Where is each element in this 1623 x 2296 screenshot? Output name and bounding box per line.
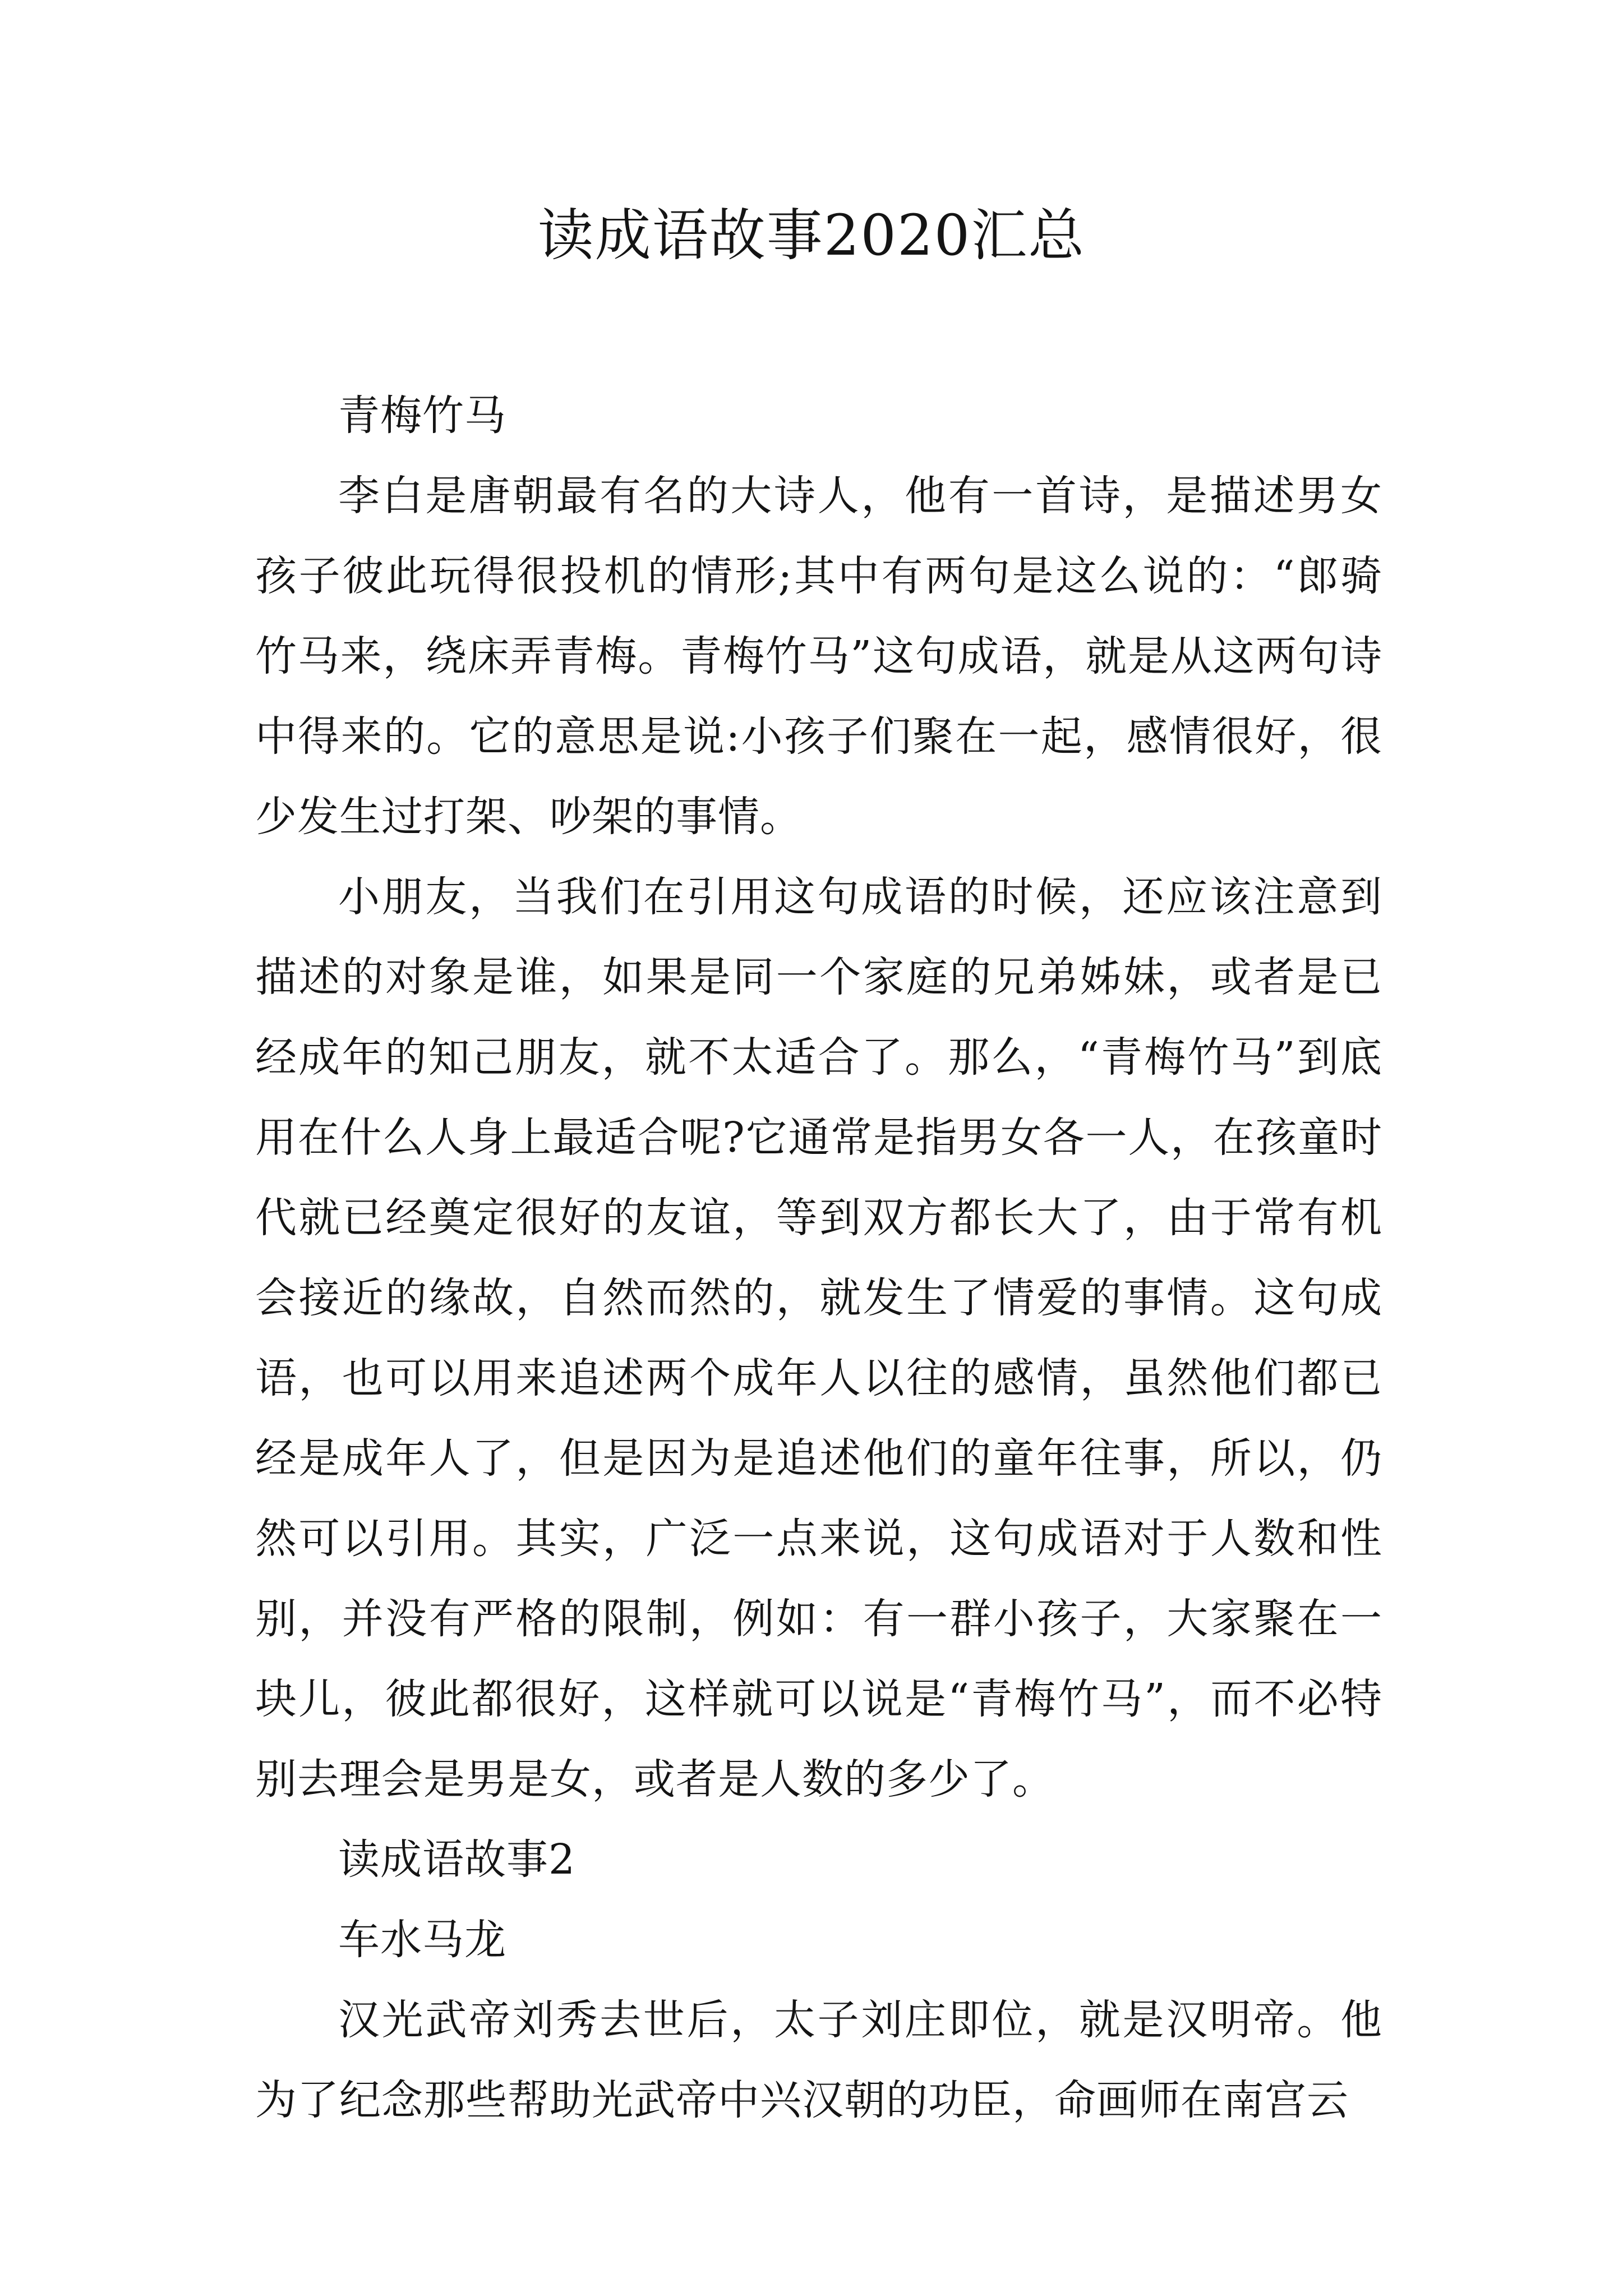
paragraph-libai-poem: 李白是唐朝最有名的大诗人，他有一首诗，是描述男女孩子彼此玩得很投机的情形;其中有两句是这么说的：“郎骑竹马来，绕床弄青梅。青梅竹马”这句成语，就是从这两句诗中得来的。它的意思是说:小孩子们聚在一起，感情很好，很少发生过打架、吵架的事情。 xyxy=(255,472,1382,841)
document-body xyxy=(255,376,1382,2141)
paragraph-han-mingdi: 汉光武帝刘秀去世后，太子刘庄即位，就是汉明帝。他为了纪念那些帮助光武帝中兴汉朝的功臣，命画师在南宫云 xyxy=(255,1996,1382,2124)
paragraph-usage-explanation: 小朋友，当我们在引用这句成语的时候，还应该注意到描述的对象是谁，如果是同一个家庭的兄弟姊妹，或者是已经成年的知己朋友，就不太适合了。那么，“青梅竹马”到底用在什么人身上最适合呢?它通常是指男女各一人，在孩童时代就已经奠定很好的友谊，等到双方都长大了，由于常有机会接近的缘故，自然而然的，就发生了情爱的事情。这句成语，也可以用来追述两个成年人以往的感情，虽然他们都已经是成年人了，但是因为是追述他们的童年往事，所以，仍然可以引用。其实，广泛一点来说，这句成语对于人数和性别，并没有严格的限制，例如：有一群小孩子，大家聚在一块儿，彼此都很好，这样就可以说是“青梅竹马”，而不必特别去理会是男是女，或者是人数的多少了。 xyxy=(255,873,1382,1803)
story-heading-cheshui-malong: 车水马龙 xyxy=(338,1916,506,1964)
document-title: 读成语故事2020汇总 xyxy=(537,203,1086,268)
story-heading-qingmei-zhuma: 青梅竹马 xyxy=(338,392,506,440)
section-heading-story-2: 读成语故事2 xyxy=(338,1835,576,1884)
